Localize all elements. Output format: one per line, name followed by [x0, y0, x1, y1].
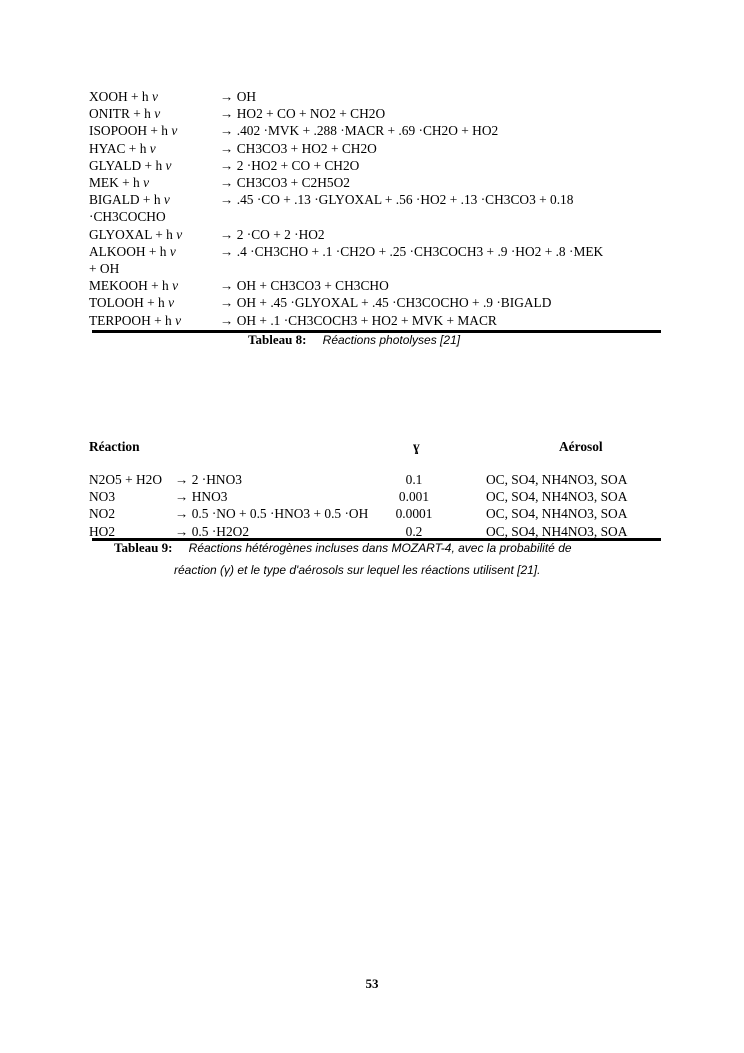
- nu-symbol: ν: [168, 295, 175, 311]
- nu-symbol: ν: [149, 140, 156, 156]
- aerosol-types: OC, SO4, NH4NO3, SOA: [486, 523, 628, 539]
- table9-caption: [114, 540, 572, 556]
- caption-label: Tableau 8:: [248, 332, 307, 347]
- column-header-gamma: ɣ: [413, 439, 420, 454]
- nu-symbol: ν: [172, 278, 179, 294]
- table-row: [89, 140, 661, 157]
- reactant: NO3: [89, 489, 116, 505]
- reactant: GLYALD + h: [89, 157, 163, 173]
- table-row: [89, 174, 661, 191]
- products: → .402 ·MVK + .288 ·MACR + .69 ·CH2O + HO2: [220, 123, 499, 139]
- products: → OH + .1 ·CH3COCH3 + HO2 + MVK + MACR: [220, 312, 497, 328]
- table-row: [89, 294, 661, 311]
- products: → 2 ·CO + 2 ·HO2: [220, 226, 325, 242]
- nu-symbol: ν: [171, 123, 178, 139]
- caption-text: Réactions hétérogènes incluses dans MOZART-4, avec la probabilité de: [188, 541, 572, 555]
- table-row: [89, 243, 661, 260]
- products: → OH: [220, 89, 257, 104]
- gamma-value: 0.001: [398, 489, 430, 505]
- products: → .4 ·CH3CHO + .1 ·CH2O + .25 ·CH3COCH3 + .9 ·HO2 + .8 ·MEK: [220, 243, 604, 259]
- table9-caption-line2: réaction (γ) et le type d'aérosols sur lequel les réactions utilisent [21].: [174, 563, 541, 577]
- table-row: [89, 191, 661, 208]
- table-row: [89, 505, 661, 522]
- photolysis-reactions-table: [89, 88, 661, 329]
- table-row: [89, 122, 661, 139]
- products: → HO2 + CO + NO2 + CH2O: [220, 106, 386, 122]
- aerosol-types: OC, SO4, NH4NO3, SOA: [486, 489, 628, 505]
- table-row: [89, 88, 661, 105]
- products: → .45 ·CO + .13 ·GLYOXAL + .56 ·HO2 + .13 ·CH3CO3 + 0.18: [220, 192, 574, 208]
- products: → 2 ·HO2 + CO + CH2O: [220, 157, 360, 173]
- nu-symbol: ν: [151, 89, 158, 104]
- nu-symbol: ν: [154, 106, 161, 122]
- nu-symbol: ν: [163, 192, 170, 208]
- reactant: ONITR + h: [89, 106, 151, 122]
- nu-symbol: ν: [175, 312, 182, 328]
- reactant: ISOPOOH + h: [89, 123, 168, 139]
- product: → 0.5 ·NO + 0.5 ·HNO3 + 0.5 ·OH: [175, 506, 369, 522]
- product: → 0.5 ·H2O2: [175, 523, 250, 539]
- table-row: [89, 488, 661, 505]
- reactant: XOOH + h: [89, 89, 149, 104]
- gamma-value: 0.2: [405, 523, 423, 539]
- nu-symbol: ν: [176, 226, 183, 242]
- reactant: HYAC + h: [89, 140, 147, 156]
- aerosol-types: OC, SO4, NH4NO3, SOA: [486, 472, 628, 487]
- nu-symbol: ν: [143, 175, 150, 191]
- products: → OH + .45 ·GLYOXAL + .45 ·CH3COCHO + .9 ·BIGALD: [220, 295, 552, 311]
- column-header-aerosol: Aérosol: [559, 439, 603, 454]
- caption-text: Réactions photolyses [21]: [322, 333, 461, 347]
- reactant: BIGALD + h: [89, 192, 161, 208]
- table-row: [89, 226, 661, 243]
- table-row: [89, 471, 661, 488]
- gamma-value: 0.1: [405, 472, 423, 487]
- product: → 2 ·HNO3: [175, 472, 242, 487]
- reactant: TERPOOH + h: [89, 312, 172, 328]
- table-row: [89, 312, 661, 329]
- nu-symbol: ν: [169, 243, 176, 259]
- reactant: N2O5 + H2O: [89, 472, 163, 487]
- heterogeneous-reactions-table: [89, 471, 661, 540]
- caption-label: Tableau 9:: [114, 540, 173, 555]
- aerosol-types: OC, SO4, NH4NO3, SOA: [486, 506, 628, 522]
- reactant: MEK + h: [89, 175, 140, 191]
- reactant: MEKOOH + h: [89, 278, 169, 294]
- gamma-value: 0.0001: [395, 506, 433, 522]
- table-row: [89, 157, 661, 174]
- products: → CH3CO3 + HO2 + CH2O: [220, 140, 377, 156]
- table-row: [89, 105, 661, 122]
- products-continuation: + OH: [89, 261, 120, 277]
- reactant: HO2: [89, 523, 116, 539]
- reactant: ALKOOH + h: [89, 243, 167, 259]
- nu-symbol: ν: [165, 157, 172, 173]
- products: → CH3CO3 + C2H5O2: [220, 175, 350, 191]
- reactant: TOLOOH + h: [89, 295, 165, 311]
- products: → OH + CH3CO3 + CH3CHO: [220, 278, 389, 294]
- reactant: NO2: [89, 506, 116, 522]
- products-continuation: ·CH3COCHO: [89, 209, 166, 225]
- product: → HNO3: [175, 489, 228, 505]
- table-row: [89, 277, 661, 294]
- page-number: 53: [365, 976, 379, 991]
- column-header-reaction: Réaction: [89, 439, 140, 454]
- reactant: GLYOXAL + h: [89, 226, 173, 242]
- table8-caption: [248, 332, 460, 348]
